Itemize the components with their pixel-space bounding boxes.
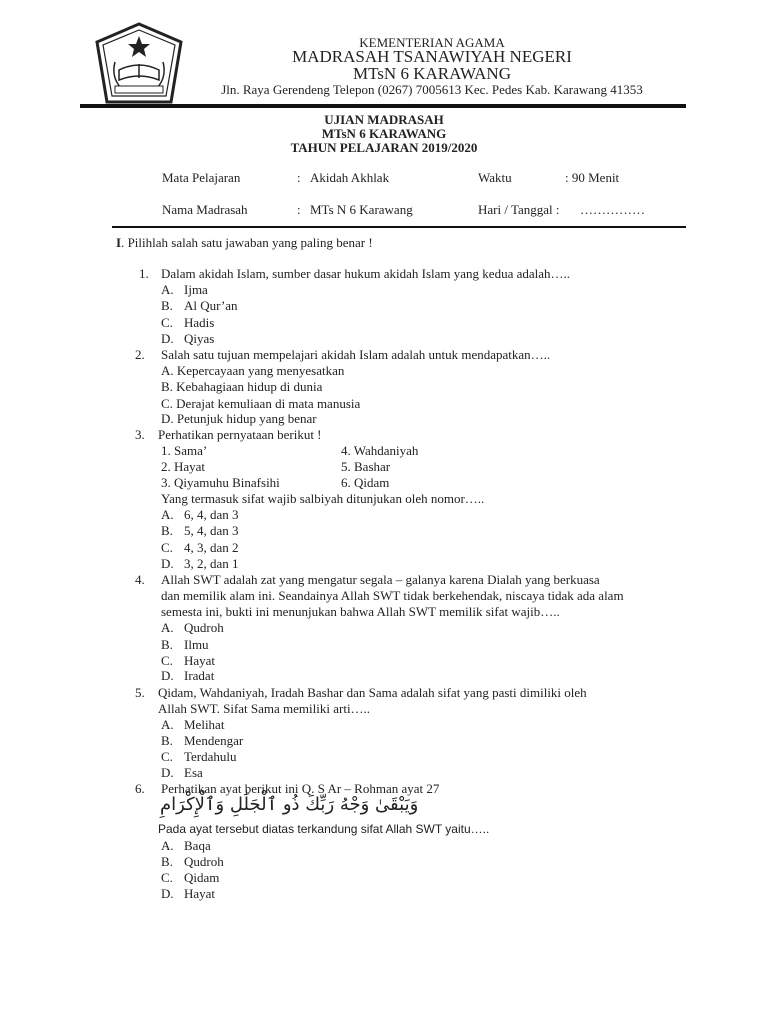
option-letter: D.	[161, 886, 174, 901]
option-text: Qudroh	[184, 854, 224, 869]
option-letter: B.	[161, 298, 173, 313]
section-instruction	[116, 235, 373, 251]
option-letter: A.	[161, 838, 174, 853]
option-text: Qidam	[184, 870, 220, 885]
option-text: Esa	[184, 765, 203, 780]
question-number: 6.	[135, 781, 145, 796]
statement: 3. Qiyamuhu Binafsihi	[161, 475, 280, 490]
school-value: MTs N 6 Karawang	[310, 202, 413, 217]
option-letter: A.	[161, 620, 174, 635]
option-letter: D.	[161, 331, 174, 346]
option-text: Terdahulu	[184, 749, 237, 764]
school-name: MADRASAH TSANAWIYAH NEGERI	[292, 47, 572, 66]
option-text: Baqa	[184, 838, 211, 853]
question-text: Qidam, Wahdaniyah, Iradah Bashar dan Sama adalah sifat yang pasti dimiliki oleh	[158, 685, 587, 700]
arabic-verse: وَيَبْقَىٰ وَجْهُ رَبِّكَ ذُو ٱلْجَلَٰلِ وَٱلْإِكْرَامِ	[160, 794, 419, 815]
question-text: semesta ini, bukti ini menunjukan bahwa Allah SWT memilik sifat wajib…..	[161, 604, 560, 619]
option-text: Mendengar	[184, 733, 244, 748]
option-letter: C.	[161, 540, 173, 555]
school-branch: MTsN 6 KARAWANG	[352, 64, 511, 83]
time-label: Waktu	[478, 170, 512, 185]
option-text: D. Petunjuk hidup yang benar	[161, 411, 317, 426]
school-separator: :	[297, 202, 301, 217]
subject-value: Akidah Akhlak	[310, 170, 390, 185]
option-letter: C.	[161, 870, 173, 885]
option-text: Melihat	[184, 717, 225, 732]
question-number: 1.	[139, 266, 149, 281]
question-number: 5.	[135, 685, 145, 700]
question-text: Perhatikan pernyataan berikut !	[158, 427, 322, 442]
subject-separator: :	[297, 170, 301, 185]
question-text: Allah SWT adalah zat yang mengatur segala – galanya karena Dialah yang berkuasa	[161, 572, 600, 587]
exam-title: UJIAN MADRASAH	[324, 112, 444, 127]
option-text: Hayat	[184, 653, 216, 668]
statement: 2. Hayat	[161, 459, 206, 474]
option-letter: A.	[161, 717, 174, 732]
school-address: Jln. Raya Gerendeng Telepon (0267) 7005613 Kec. Pedes Kab. Karawang 41353	[221, 82, 643, 97]
option-letter: C.	[161, 653, 173, 668]
date-label: Hari / Tanggal :	[478, 202, 560, 217]
option-letter: B.	[161, 523, 173, 538]
option-letter: A.	[161, 282, 174, 297]
question-number: 2.	[135, 347, 145, 362]
question-number: 3.	[135, 427, 145, 442]
option-text: Qiyas	[184, 331, 215, 346]
option-text: 4, 3, dan 2	[184, 540, 239, 555]
option-letter: D.	[161, 668, 174, 683]
question-prompt: Pada ayat tersebut diatas terkandung sifat Allah SWT yaitu…..	[158, 822, 490, 836]
question-prompt: Yang termasuk sifat wajib salbiyah ditunjukan oleh nomor…..	[161, 491, 485, 506]
school-label: Nama Madrasah	[162, 202, 248, 217]
date-value: ……………	[580, 202, 645, 217]
statement: 4. Wahdaniyah	[341, 443, 419, 458]
info-divider	[112, 226, 686, 228]
option-text: Al Qur’an	[184, 298, 238, 313]
time-value: : 90 Menit	[565, 170, 620, 185]
option-text: 6, 4, dan 3	[184, 507, 239, 522]
option-letter: D.	[161, 556, 174, 571]
option-letter: B.	[161, 637, 173, 652]
question-text: Perhatikan ayat berikut ini Q. S Ar – Rohman ayat 27	[161, 781, 440, 796]
option-text: C. Derajat kemuliaan di mata manusia	[161, 396, 361, 411]
question-text: Salah satu tujuan mempelajari akidah Islam adalah untuk mendapatkan…..	[161, 347, 551, 362]
statement: 1. Sama’	[161, 443, 208, 458]
statement: 5. Bashar	[341, 459, 391, 474]
question-number: 4.	[135, 572, 145, 587]
option-text: 5, 4, dan 3	[184, 523, 239, 538]
option-text: Hadis	[184, 315, 215, 330]
option-letter: C.	[161, 315, 173, 330]
section-instruction-text: . Pilihlah salah satu jawaban yang paling benar !	[121, 235, 373, 250]
option-letter: B.	[161, 854, 173, 869]
exam-school: MTsN 6 KARAWANG	[321, 126, 447, 141]
question-text: Allah SWT. Sifat Sama memiliki arti…..	[158, 701, 371, 716]
option-letter: D.	[161, 765, 174, 780]
subject-label: Mata Pelajaran	[162, 170, 241, 185]
option-letter: B.	[161, 733, 173, 748]
question-text: dan memilik alam ini. Seandainya Allah SWT tidak berkehendak, niscaya tidak ada alam	[161, 588, 624, 603]
option-text: Iradat	[184, 668, 215, 683]
option-letter: A.	[161, 507, 174, 522]
option-text: Hayat	[184, 886, 216, 901]
option-text: Ilmu	[184, 637, 209, 652]
letterhead-divider-thick	[80, 104, 686, 108]
option-text: B. Kebahagiaan hidup di dunia	[161, 379, 323, 394]
question-text: Dalam akidah Islam, sumber dasar hukum akidah Islam yang kedua adalah…..	[161, 266, 571, 281]
option-text: 3, 2, dan 1	[184, 556, 239, 571]
option-text: Qudroh	[184, 620, 224, 635]
ministry-name: KEMENTERIAN AGAMA	[359, 35, 505, 50]
section-number: I	[116, 235, 122, 250]
option-text: A. Kepercayaan yang menyesatkan	[161, 363, 345, 378]
exam-year: TAHUN PELAJARAN 2019/2020	[290, 140, 478, 155]
statement: 6. Qidam	[341, 475, 390, 490]
option-text: Ijma	[184, 282, 208, 297]
option-letter: C.	[161, 749, 173, 764]
